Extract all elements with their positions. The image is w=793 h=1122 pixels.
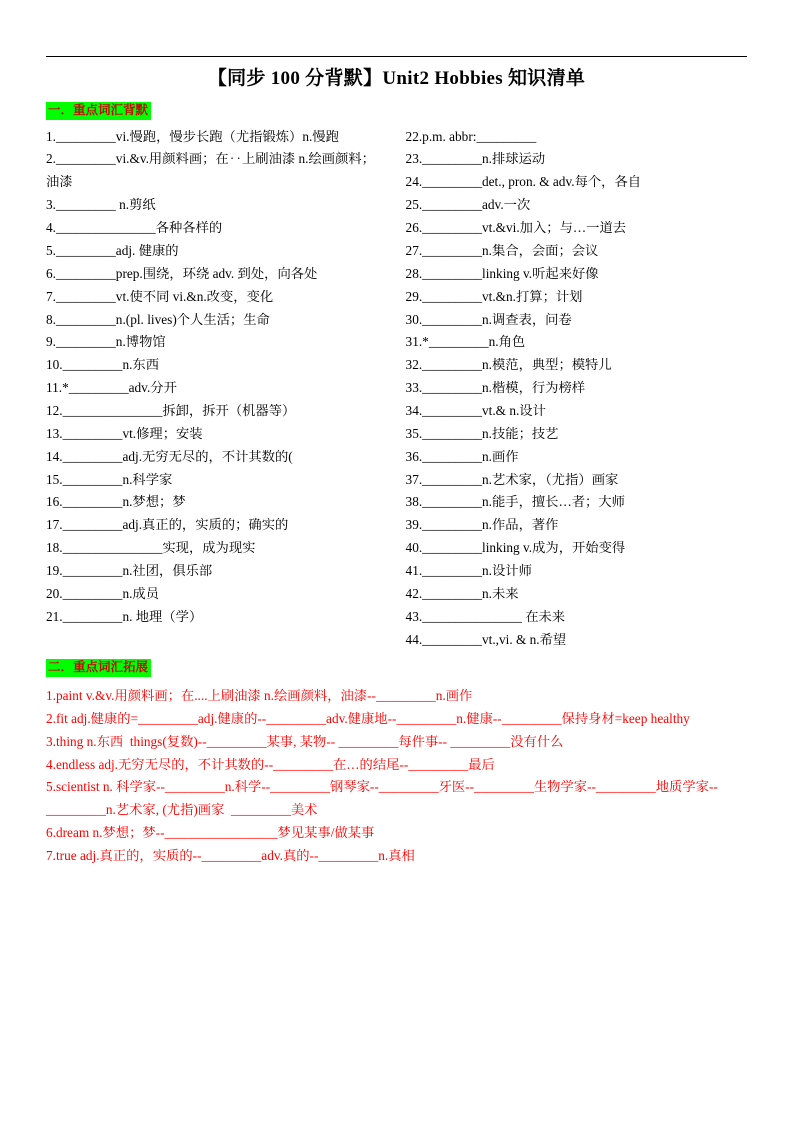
extension-item: 7.true adj.真正的，实质的--_________adv.真的--_________n.真相 (46, 848, 415, 864)
vocab-item: 35._________n.技能；技艺 (405, 425, 559, 441)
vocab-item: 14._________adj.无穷无尽的，不计其数的( (46, 448, 293, 464)
extension-item: 3.thing n.东西 things(复数)--_________某事, 某物-- _________每件事-- _________没有什么 (46, 733, 564, 749)
vocab-item: 31.*_________n.角色 (405, 334, 526, 350)
vocab-item: 42._________n.未来 (405, 585, 519, 601)
vocab-item: 8._________n.(pl. lives)个人生活；生命 (46, 311, 270, 327)
vocab-item: 1._________vi.慢跑，慢步长跑（尤指锻炼）n.慢跑 (46, 128, 339, 144)
vocab-item: 6._________prep.围绕，环绕 adv. 到处，向各处 (46, 265, 318, 281)
vocab-columns (46, 126, 747, 652)
page-title: 【同步 100 分背默】Unit2 Hobbies 知识清单 (207, 68, 586, 89)
section-heading-vocab: 一．重点词汇背默 (46, 102, 151, 120)
vocab-item: 15._________n.科学家 (46, 471, 173, 487)
header-rule (46, 56, 747, 57)
vocab-item: 33._________n.楷模，行为榜样 (405, 380, 586, 396)
vocab-item: 16._________n.梦想；梦 (46, 494, 186, 510)
vocab-item: 4._______________各种各样的 (46, 220, 223, 236)
vocab-item: 40._________linking v.成为，开始变得 (405, 540, 626, 556)
vocab-item: 7._________vt.使不同 vi.&n.改变，变化 (46, 288, 274, 304)
vocab-item: 28._________linking v.听起来好像 (405, 265, 599, 281)
vocab-left-column (46, 126, 388, 652)
vocab-item: 26._________vt.&vi.加入；与…一道去 (405, 220, 627, 236)
vocab-item: 32._________n.模范，典型；模特儿 (405, 357, 612, 373)
vocab-item: 2._________vi.&v.用颜料画；在‥上刷油漆 n.绘画颜料；油漆 (46, 151, 375, 190)
vocab-item: 10._________n.东西 (46, 357, 160, 373)
vocab-item: 5._________adj. 健康的 (46, 242, 179, 258)
section-heading-extension: 二．重点词汇拓展 (46, 659, 151, 677)
vocab-item: 3._________ n.剪纸 (46, 197, 156, 213)
vocab-item: 23._________n.排球运动 (405, 151, 546, 167)
vocab-item: 22.p.m. abbr:_________ (405, 128, 537, 144)
vocab-item: 44._________vt.,vi. & n.希望 (405, 631, 567, 647)
vocab-item: 41._________n.设计师 (405, 562, 532, 578)
vocab-item: 34._________vt.& n.设计 (405, 402, 546, 418)
vocab-item: 37._________n.艺术家，（尤指）画家 (405, 471, 619, 487)
extension-item: 1.paint v.&v.用颜料画；在....上刷油漆 n.绘画颜料，油漆--_________n.画作 (46, 688, 473, 704)
vocab-item: 13._________vt.修理；安装 (46, 425, 203, 441)
vocab-item: 20._________n.成员 (46, 585, 160, 601)
extension-item: 6.dream n.梦想；梦--_________________梦见某事/做某事 (46, 825, 375, 841)
vocab-item: 30._________n.调查表，问卷 (405, 311, 572, 327)
vocab-item: 38._________n.能手，擅长…者；大师 (405, 494, 625, 510)
vocab-item: 24._________det., pron. & adv.每个，各自 (405, 174, 642, 190)
extension-item: 2.fit adj.健康的=_________adj.健康的--_________adv.健康地--_________n.健康--_________保持身材=keep healthy (46, 710, 690, 726)
vocab-item: 43._______________ 在未来 (405, 608, 566, 624)
extension-list (46, 685, 747, 868)
vocab-item: 17._________adj.真正的，实质的；确实的 (46, 517, 289, 533)
vocab-item: 19._________n.社团，俱乐部 (46, 562, 213, 578)
extension-item: 5.scientist n. 科学家--_________n.科学--_________钢琴家--_________牙医--_________生物学家--_________地质学家--_________n.艺术家, (尤指)画家 _________美术 (46, 779, 718, 818)
vocab-item: 29._________vt.&n.打算；计划 (405, 288, 583, 304)
vocab-item: 36._________n.画作 (405, 448, 519, 464)
vocab-item: 18._______________实现，成为现实 (46, 540, 256, 556)
vocab-right-column (406, 126, 747, 652)
vocab-item: 9._________n.博物馆 (46, 334, 166, 350)
vocab-item: 12._______________拆卸，拆开（机器等） (46, 402, 296, 418)
vocab-item: 25._________adv.一次 (405, 197, 531, 213)
vocab-item: 11.*_________adv.分开 (46, 380, 177, 396)
extension-item: 4.endless adj.无穷无尽的，不计其数的--_________在…的结尾--_________最后 (46, 756, 495, 772)
vocab-item: 39._________n.作品，著作 (405, 517, 559, 533)
vocab-item: 27._________n.集合，会面；会议 (405, 242, 599, 258)
vocab-item: 21._________n. 地理（学） (46, 608, 203, 624)
